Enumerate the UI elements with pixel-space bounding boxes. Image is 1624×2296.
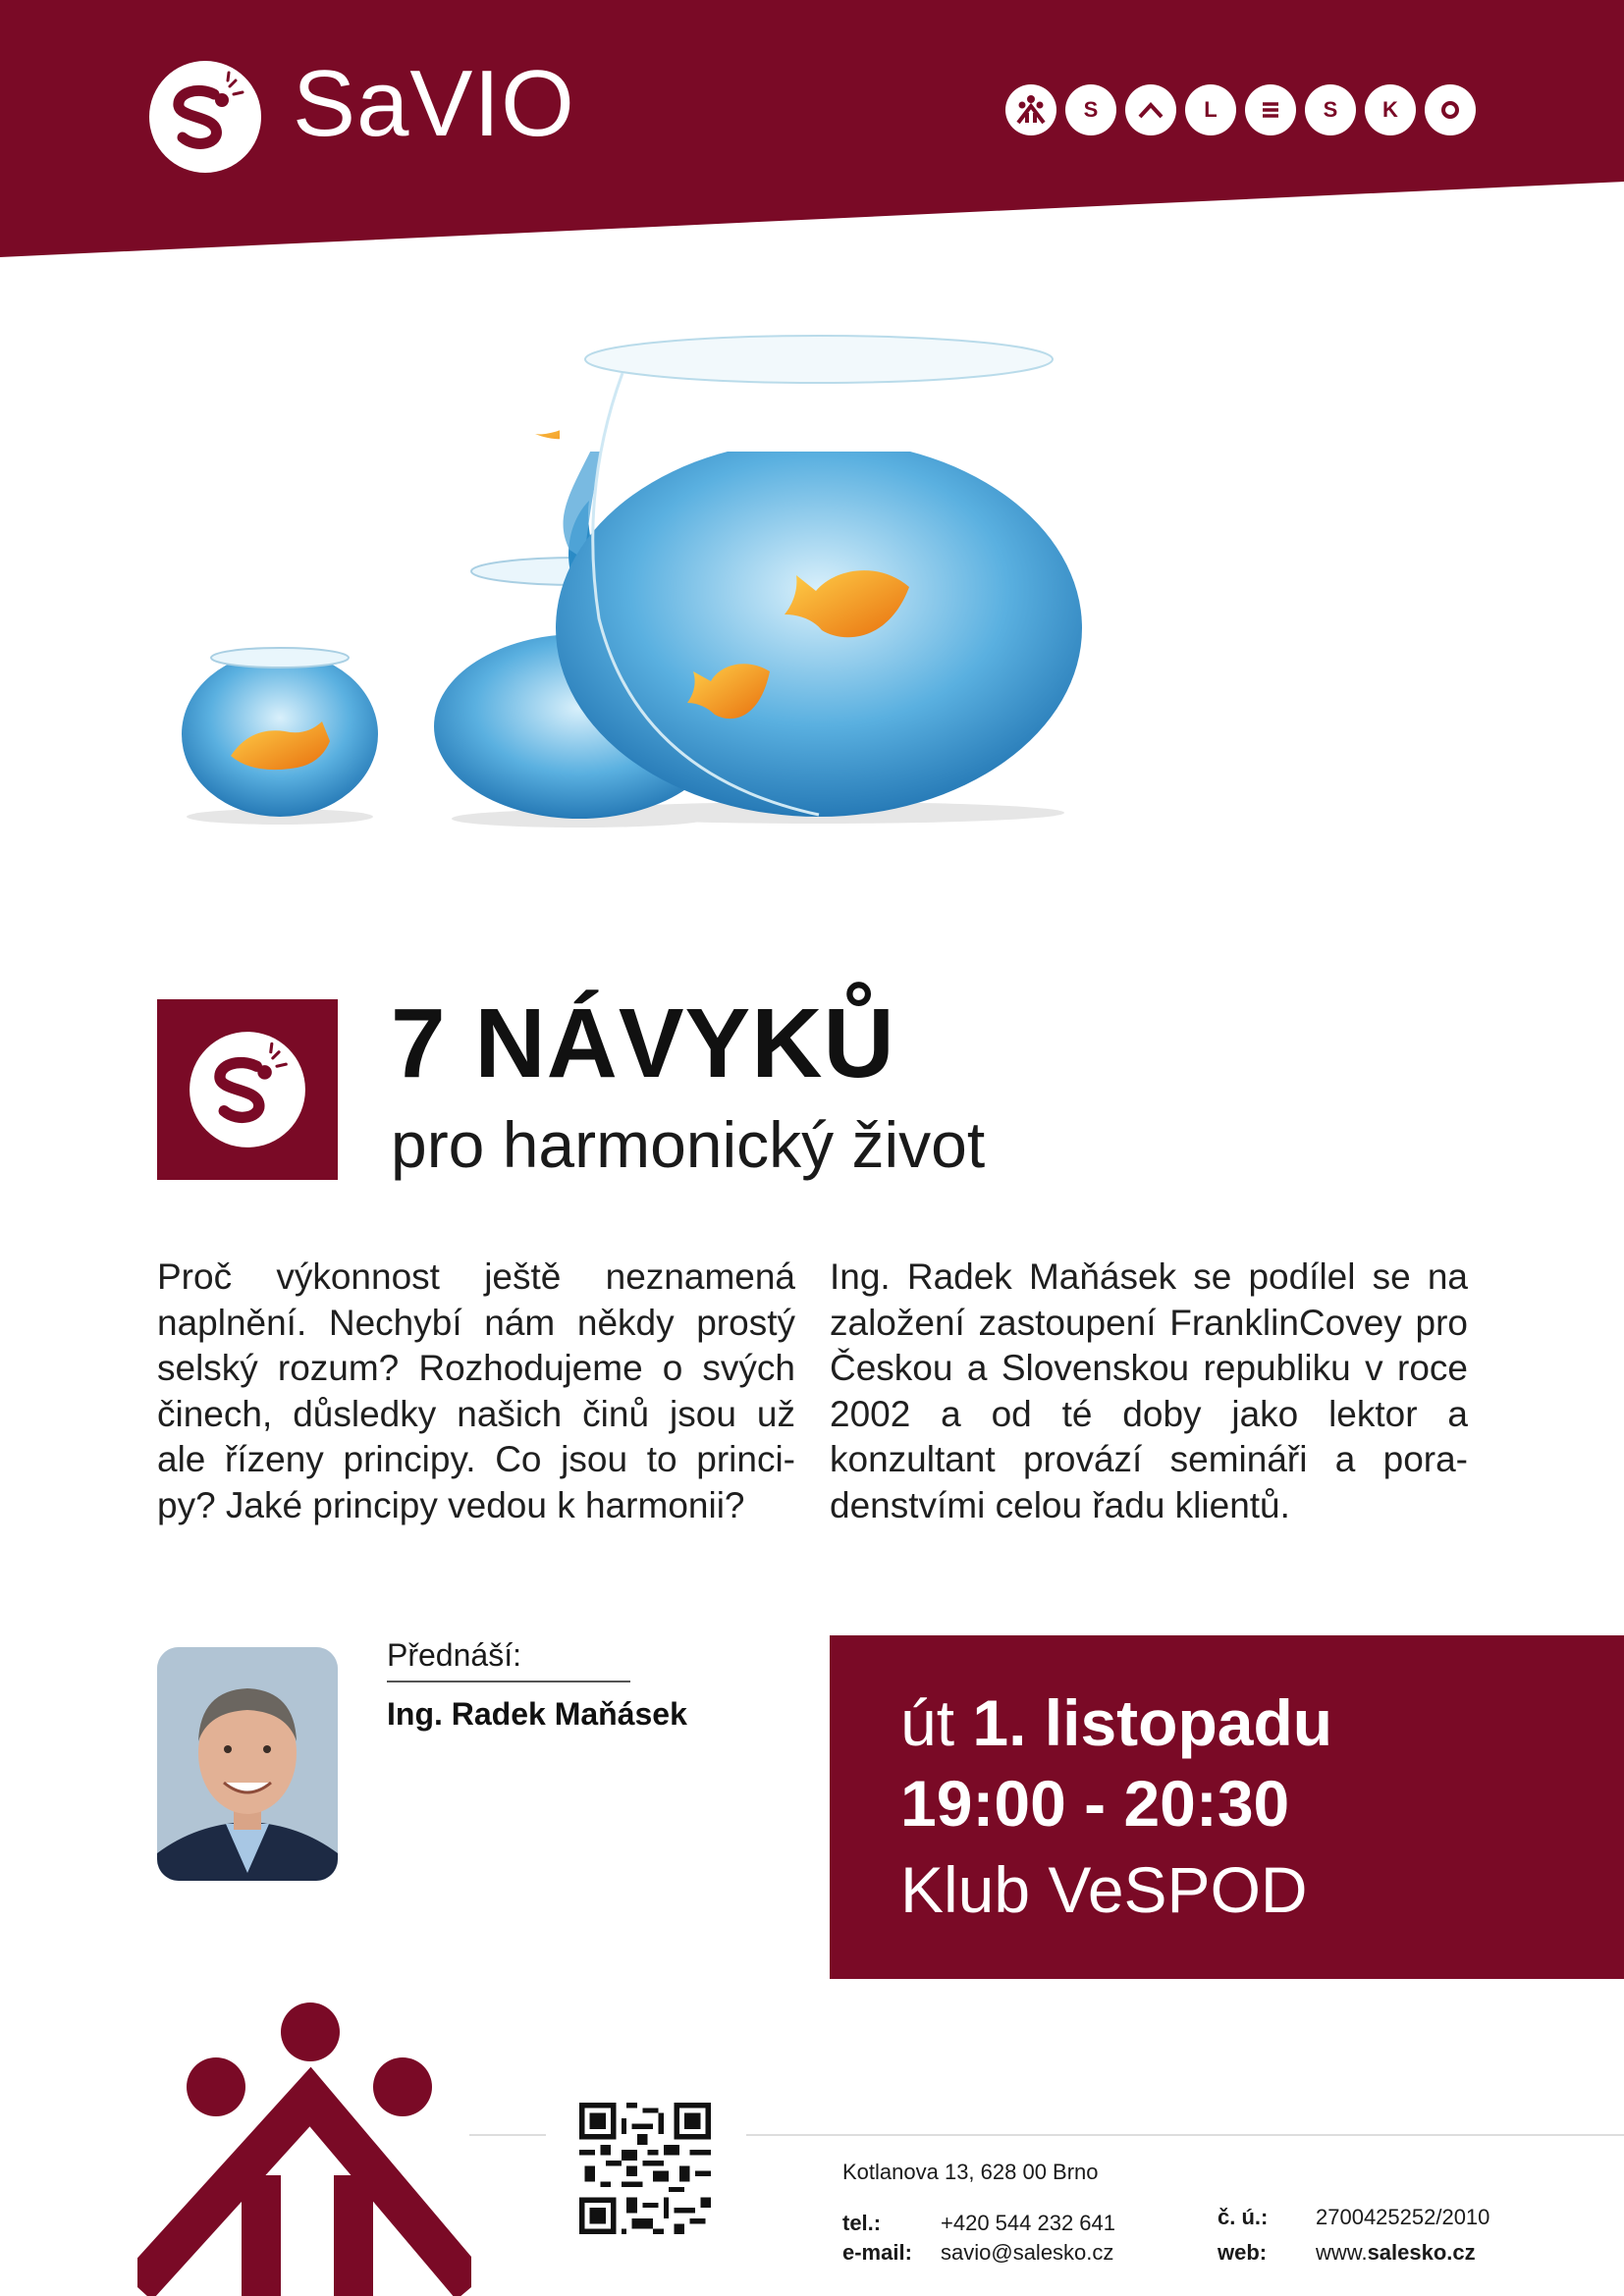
large-bowl (556, 336, 1082, 817)
description-left: Proč výkonnost ještě neznamená naplnění. Nechybí nám někdy prostý selský rozum? Rozhodujeme o svých činech, důsledky našich činů jsou už ale řízeny principy. Co jsou to princi- py? Jaké principy vedou k harmonii? (157, 1256, 795, 1525)
footer-web-label: web: (1218, 2240, 1268, 2265)
footer-address: Kotlanova 13, 628 00 Brno (842, 2160, 1099, 2184)
event-venue: Klub VeSPOD (900, 1853, 1308, 1926)
footer-tel[interactable]: +420 544 232 641 (941, 2211, 1116, 2235)
logo-letter: S (1065, 84, 1116, 135)
small-bowl (182, 648, 378, 817)
footer-email-label: e-mail: (842, 2240, 912, 2265)
ring-icon (1425, 84, 1476, 135)
footer-web-link[interactable] (1316, 2240, 1476, 2266)
logo-letter: S (1305, 84, 1356, 135)
footer-divider (469, 2134, 546, 2136)
savio-badge (157, 999, 338, 1180)
salesko-partner-logo (1005, 84, 1476, 143)
savio-logo-icon (188, 1030, 307, 1149)
speaker-photo (157, 1647, 338, 1881)
event-time: 19:00 - 20:30 (900, 1767, 1290, 1840)
event-date (900, 1686, 1333, 1759)
equals-icon (1245, 84, 1296, 135)
lecturer-label: Přednáší: (387, 1637, 521, 1673)
goldfish-bowls-illustration (147, 265, 1483, 844)
footer-email[interactable]: savio@salesko.cz (941, 2240, 1114, 2265)
event-subtitle: pro harmonický život (391, 1108, 986, 1181)
footer-account-label: č. ú.: (1218, 2205, 1269, 2229)
event-title: 7 NÁVYKŮ (391, 988, 895, 1098)
description-right: Ing. Radek Maňásek se podílel se na založení zastoupení FranklinCovey pro Českou a Slovenskou republiku v roce 2002 a od té doby jako lektor a konzultant provází semináři a pora- denstvími celou řadu klientů. (830, 1256, 1468, 1525)
footer-divider (746, 2134, 1624, 2136)
footer-tel-label: tel.: (842, 2211, 882, 2235)
lecturer-name: Ing. Radek Maňásek (387, 1696, 687, 1732)
lecturer-divider (387, 1681, 630, 1682)
footer-account: 2700425252/2010 (1316, 2205, 1490, 2229)
logo-letter: K (1365, 84, 1416, 135)
salesko-people-logo-icon (137, 2002, 471, 2296)
web-prefix: www. (1316, 2240, 1368, 2265)
people-icon (1005, 84, 1056, 135)
chevron-up-icon (1125, 84, 1176, 135)
savio-logo-icon (147, 59, 263, 175)
logo-letter: L (1185, 84, 1236, 135)
qr-code[interactable] (579, 2103, 711, 2234)
event-date-value: 1. listopadu (972, 1686, 1333, 1759)
brand-name: SaVIO (293, 51, 575, 156)
event-day: út (900, 1686, 955, 1759)
web-domain: salesko.cz (1367, 2240, 1476, 2265)
event-schedule-box (830, 1635, 1624, 1979)
